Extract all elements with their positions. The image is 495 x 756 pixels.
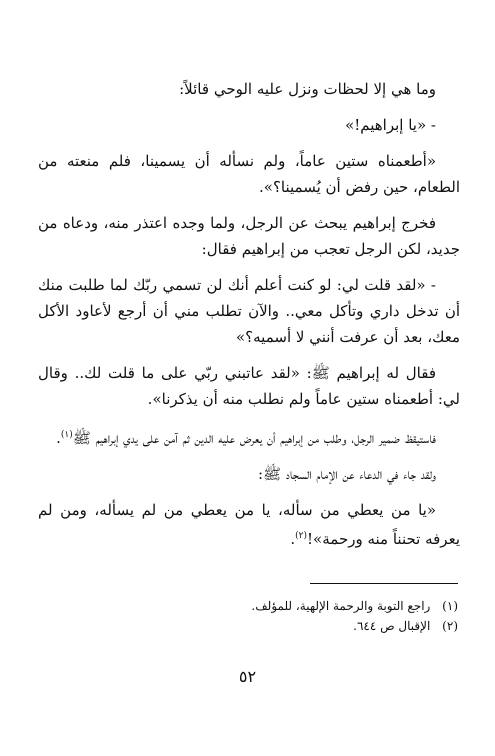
paragraph-8: ولقد جاء في الدعاء عن الإمام السجاد ﷺ: (257, 465, 436, 483)
footnote-ref-1: (١) (60, 430, 73, 440)
page-number: ٥٢ (238, 667, 257, 686)
footnotes (36, 596, 458, 636)
paragraph-2: - «يا إبراهيم!» (345, 116, 436, 134)
paragraph-5: - «لقد قلت لي: لو كنت أعلم أنك لن تسمي ربّك لما طلبت منك أن تدخل داري وتأكل معي.. والآن تطلب مني أن أرجع لأعاود الأكل معك، بعد أن عرفت أنني لا أسميه؟» (38, 276, 460, 346)
paragraph-9 (38, 497, 460, 552)
paragraph-1: وما هي إلا لحظات ونزل عليه الوحي قائلاً: (179, 80, 436, 98)
footnote-2-number: (٢) (442, 619, 458, 633)
paragraph-7-end: . (56, 429, 61, 447)
footnote-1 (36, 596, 458, 616)
footnote-1-text: راجع التوبة والرحمة الإلهية، للمؤلف. (251, 599, 431, 613)
footnote-2 (36, 616, 458, 636)
paragraph-7 (38, 422, 460, 451)
paragraph-7-text: فاستيقظ ضمير الرجل، وطلب من إبراهيم أن يعرض عليه الدين ثم آمن على يدي إبراهيم ﷺ (72, 429, 436, 447)
footnote-ref-2: (٢) (295, 531, 308, 541)
page-body (38, 76, 460, 562)
paragraph-9-text: «يا من يعطي من سأله، يا من يعطي من لم يسأله، ومن لم يعرفه تحنناً منه ورحمة»! (38, 501, 460, 548)
paragraph-9-end: . (290, 530, 296, 548)
paragraph-4: فخرج إبراهيم يبحث عن الرجل، ولما وجده اعتذر منه، ودعاه من جديد، لكن الرجل تعجب من إبراهيم فقال: (38, 214, 460, 258)
footnote-2-text: الإقبال ص ٦٤٤. (353, 619, 431, 633)
footnote-1-number: (١) (442, 599, 458, 613)
footnote-divider (310, 583, 458, 584)
paragraph-6: فقال له إبراهيم ﷺ: «لقد عاتبني ربّي على ما قلت لك.. وقال لي: أطعمناه ستين عاماً ولم نطلب منه أن يذكرنا». (38, 364, 460, 408)
paragraph-3: «أطعمناه ستين عاماً، ولم نسأله أن يسمينا، فلم منعته من الطعام، حين رفض أن يُسمينا؟». (38, 152, 460, 196)
